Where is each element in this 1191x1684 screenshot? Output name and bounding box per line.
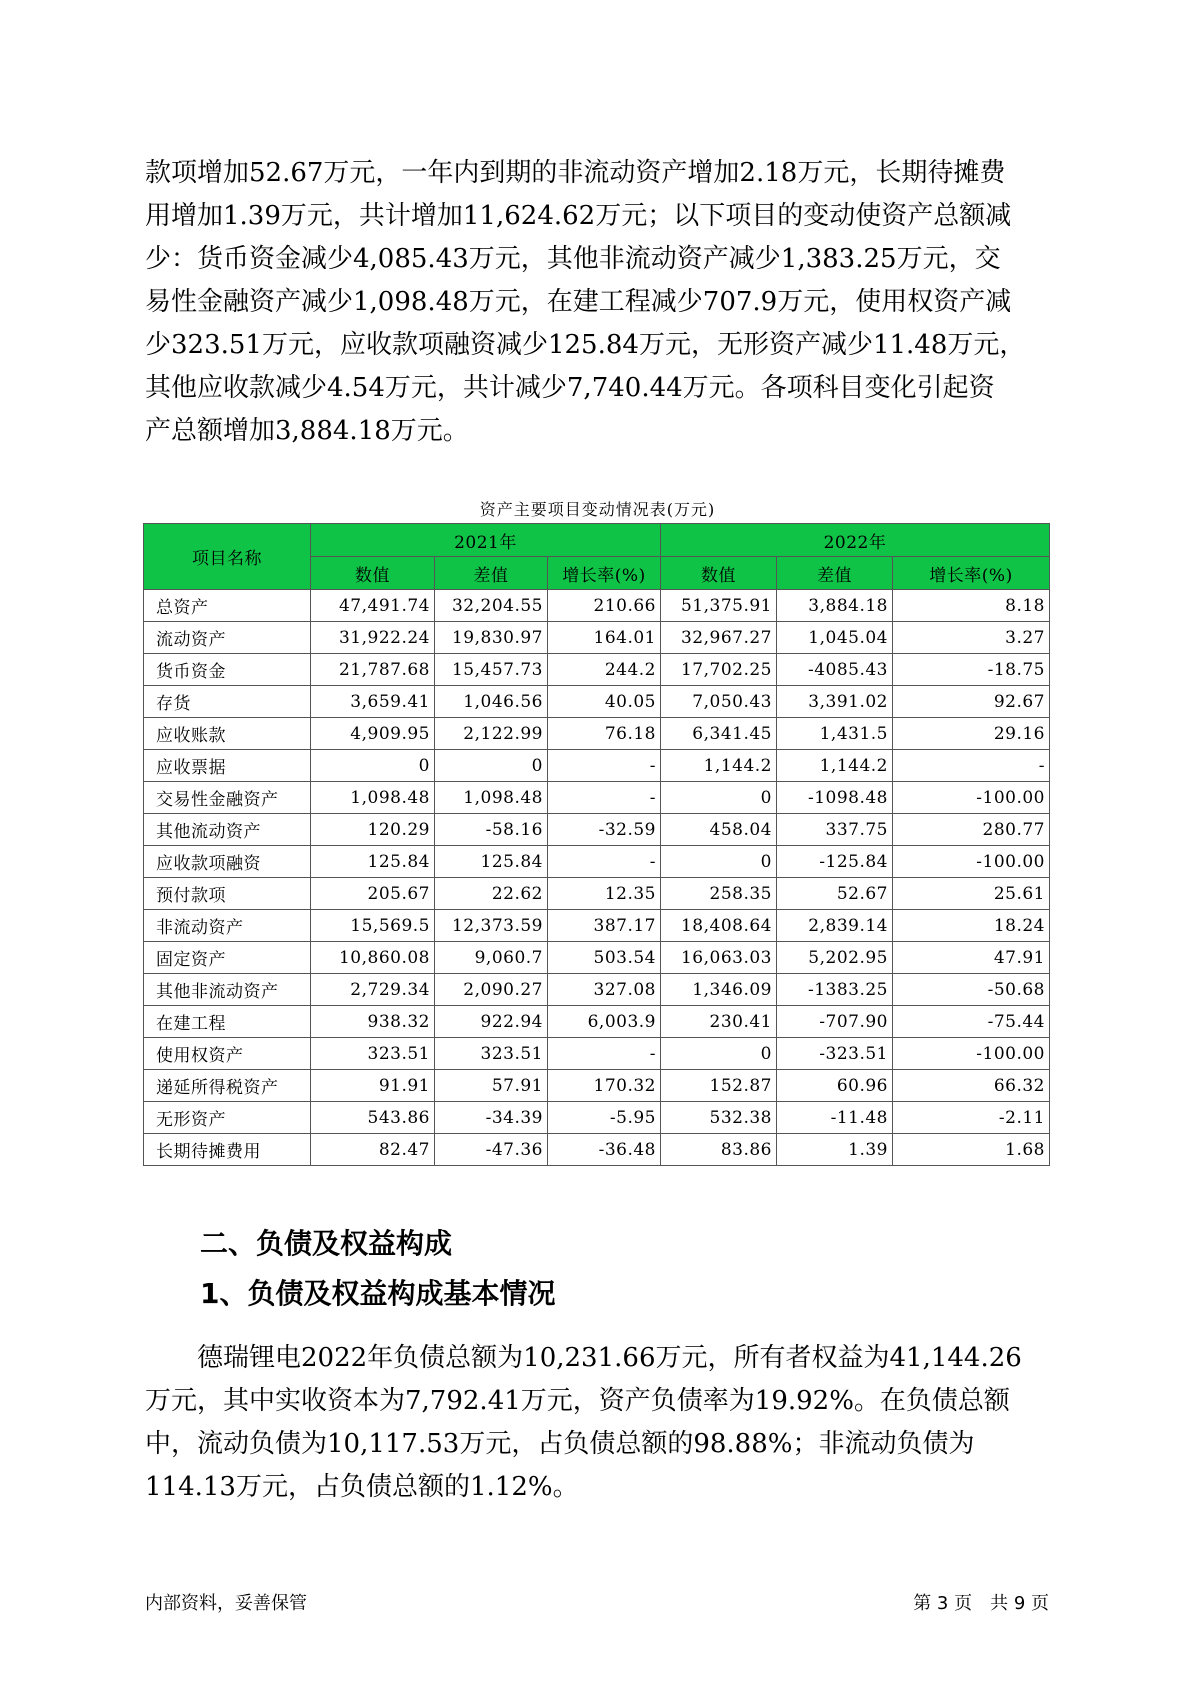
table-row	[144, 1038, 1050, 1070]
row-item-name: 使用权资产	[144, 1038, 311, 1070]
table-cell: 3,659.41	[311, 686, 435, 718]
table-cell: 120.29	[311, 814, 435, 846]
table-cell: -47.36	[435, 1134, 548, 1166]
table-cell: 1,045.04	[777, 622, 893, 654]
table-cell: 6,341.45	[661, 718, 777, 750]
table-row	[144, 942, 1050, 974]
table-cell: 9,060.7	[435, 942, 548, 974]
table-cell: 76.18	[548, 718, 661, 750]
column-sub-header: 差值	[777, 557, 893, 590]
table-cell: 164.01	[548, 622, 661, 654]
body-paragraph-liabilities	[145, 1337, 1050, 1509]
table-cell: -36.48	[548, 1134, 661, 1166]
table-cell: 2,729.34	[311, 974, 435, 1006]
table-cell: 1,431.5	[777, 718, 893, 750]
row-item-name: 应收账款	[144, 718, 311, 750]
table-cell: -58.16	[435, 814, 548, 846]
paragraph-line: 万元，其中实收资本为7,792.41万元，资产负债率为19.92%。在负债总额	[145, 1386, 1010, 1416]
table-cell: 32,967.27	[661, 622, 777, 654]
footer-page-number: 第 3 页 共 9 页	[913, 1593, 1049, 1614]
paragraph-line: 德瑞锂电2022年负债总额为10,231.66万元，所有者权益为41,144.26	[145, 1343, 1022, 1373]
table-cell: 15,569.5	[311, 910, 435, 942]
paragraph-line: 少：货币资金减少4,085.43万元，其他非流动资产减少1,383.25万元，交	[145, 244, 1001, 274]
table-cell: -18.75	[893, 654, 1050, 686]
table-cell: 60.96	[777, 1070, 893, 1102]
column-sub-header: 数值	[311, 557, 435, 590]
table-cell: -125.84	[777, 846, 893, 878]
table-cell: 66.32	[893, 1070, 1050, 1102]
table-cell: 1.39	[777, 1134, 893, 1166]
table-row	[144, 814, 1050, 846]
table-row	[144, 622, 1050, 654]
table-cell: 1,144.2	[661, 750, 777, 782]
table-body	[144, 590, 1050, 1166]
table-cell: 938.32	[311, 1006, 435, 1038]
table-cell: 3,884.18	[777, 590, 893, 622]
table-cell: 2,122.99	[435, 718, 548, 750]
table-cell: 4,909.95	[311, 718, 435, 750]
body-paragraph-assets-change	[145, 152, 1050, 453]
table-cell: 40.05	[548, 686, 661, 718]
sub-heading: 1、负债及权益构成基本情况	[200, 1277, 556, 1310]
table-cell: 327.08	[548, 974, 661, 1006]
row-item-name: 交易性金融资产	[144, 782, 311, 814]
table-cell: -	[548, 846, 661, 878]
column-sub-header: 增长率(%)	[548, 557, 661, 590]
table-cell: 3.27	[893, 622, 1050, 654]
table-cell: 6,003.9	[548, 1006, 661, 1038]
table-cell: 52.67	[777, 878, 893, 910]
table-cell: 1,098.48	[435, 782, 548, 814]
row-item-name: 在建工程	[144, 1006, 311, 1038]
table-row	[144, 590, 1050, 622]
table-cell: -1098.48	[777, 782, 893, 814]
table-cell: 258.35	[661, 878, 777, 910]
table-cell: -707.90	[777, 1006, 893, 1038]
row-item-name: 非流动资产	[144, 910, 311, 942]
table-cell: 18,408.64	[661, 910, 777, 942]
table-cell: -	[893, 750, 1050, 782]
table-cell: 458.04	[661, 814, 777, 846]
table-cell: 0	[311, 750, 435, 782]
table-cell: -2.11	[893, 1102, 1050, 1134]
table-cell: -	[548, 1038, 661, 1070]
row-item-name: 应收款项融资	[144, 846, 311, 878]
table-cell: -	[548, 782, 661, 814]
table-cell: 230.41	[661, 1006, 777, 1038]
table-cell: 15,457.73	[435, 654, 548, 686]
table-row	[144, 910, 1050, 942]
table-cell: 323.51	[435, 1038, 548, 1070]
table-cell: 8.18	[893, 590, 1050, 622]
column-sub-header: 增长率(%)	[893, 557, 1050, 590]
row-item-name: 货币资金	[144, 654, 311, 686]
table-cell: -50.68	[893, 974, 1050, 1006]
row-item-name: 应收票据	[144, 750, 311, 782]
table-cell: 47.91	[893, 942, 1050, 974]
table-row	[144, 782, 1050, 814]
column-header-year-2021: 2021年	[311, 524, 661, 557]
table-cell: 323.51	[311, 1038, 435, 1070]
table-cell: 31,922.24	[311, 622, 435, 654]
table-cell: 337.75	[777, 814, 893, 846]
table-row	[144, 686, 1050, 718]
table-cell: 29.16	[893, 718, 1050, 750]
table-cell: 0	[661, 1038, 777, 1070]
row-item-name: 存货	[144, 686, 311, 718]
table-cell: -100.00	[893, 846, 1050, 878]
table-cell: -323.51	[777, 1038, 893, 1070]
table-cell: 3,391.02	[777, 686, 893, 718]
table-cell: 25.61	[893, 878, 1050, 910]
table-cell: 125.84	[311, 846, 435, 878]
table-cell: 22.62	[435, 878, 548, 910]
table-cell: 2,839.14	[777, 910, 893, 942]
table-cell: 7,050.43	[661, 686, 777, 718]
row-item-name: 长期待摊费用	[144, 1134, 311, 1166]
table-cell: -5.95	[548, 1102, 661, 1134]
footer-confidential-note: 内部资料，妥善保管	[145, 1593, 307, 1614]
paragraph-line: 其他应收款减少4.54万元，共计减少7,740.44万元。各项科目变化引起资	[145, 373, 995, 403]
table-cell: 5,202.95	[777, 942, 893, 974]
table-cell: 0	[661, 782, 777, 814]
table-row	[144, 878, 1050, 910]
paragraph-line: 用增加1.39万元，共计增加11,624.62万元；以下项目的变动使资产总额减	[145, 201, 1012, 231]
table-cell: 387.17	[548, 910, 661, 942]
paragraph-line: 中，流动负债为10,117.53万元，占负债总额的98.88%；非流动负债为	[145, 1429, 975, 1459]
table-cell: 0	[435, 750, 548, 782]
paragraph-line: 少323.51万元，应收款项融资减少125.84万元，无形资产减少11.48万元，	[145, 330, 1026, 360]
paragraph-line: 款项增加52.67万元，一年内到期的非流动资产增加2.18万元，长期待摊费	[145, 158, 1006, 188]
table-cell: 21,787.68	[311, 654, 435, 686]
paragraph-line: 易性金融资产减少1,098.48万元，在建工程减少707.9万元，使用权资产减	[145, 287, 1012, 317]
table-cell: 18.24	[893, 910, 1050, 942]
table-cell: 922.94	[435, 1006, 548, 1038]
table-cell: -75.44	[893, 1006, 1050, 1038]
table-caption: 资产主要项目变动情况表(万元)	[479, 500, 716, 519]
table-cell: 47,491.74	[311, 590, 435, 622]
column-sub-header: 数值	[661, 557, 777, 590]
table-cell: 1,346.09	[661, 974, 777, 1006]
table-row	[144, 750, 1050, 782]
table-row	[144, 718, 1050, 750]
row-item-name: 固定资产	[144, 942, 311, 974]
column-header-year-2022: 2022年	[661, 524, 1050, 557]
table-cell: 16,063.03	[661, 942, 777, 974]
table-cell: 543.86	[311, 1102, 435, 1134]
table-cell: 91.91	[311, 1070, 435, 1102]
table-cell: -100.00	[893, 1038, 1050, 1070]
table-cell: -34.39	[435, 1102, 548, 1134]
table-cell: 125.84	[435, 846, 548, 878]
section-heading: 二、负债及权益构成	[200, 1227, 453, 1260]
column-sub-header: 差值	[435, 557, 548, 590]
table-cell: 17,702.25	[661, 654, 777, 686]
table-cell: 210.66	[548, 590, 661, 622]
table-cell: 532.38	[661, 1102, 777, 1134]
table-row	[144, 1102, 1050, 1134]
row-item-name: 递延所得税资产	[144, 1070, 311, 1102]
table-cell: 280.77	[893, 814, 1050, 846]
table-row	[144, 846, 1050, 878]
table-cell: 12,373.59	[435, 910, 548, 942]
table-cell: 0	[661, 846, 777, 878]
table-cell: 1,046.56	[435, 686, 548, 718]
table-cell: 10,860.08	[311, 942, 435, 974]
table-row	[144, 1070, 1050, 1102]
table-cell: 152.87	[661, 1070, 777, 1102]
row-item-name: 预付款项	[144, 878, 311, 910]
asset-change-table	[143, 523, 1050, 1166]
table-row	[144, 1006, 1050, 1038]
table-row	[144, 654, 1050, 686]
row-item-name: 无形资产	[144, 1102, 311, 1134]
table-cell: 51,375.91	[661, 590, 777, 622]
table-cell: 12.35	[548, 878, 661, 910]
table-row	[144, 974, 1050, 1006]
paragraph-line: 114.13万元，占负债总额的1.12%。	[145, 1472, 579, 1502]
paragraph-line: 产总额增加3,884.18万元。	[145, 416, 469, 446]
row-item-name: 流动资产	[144, 622, 311, 654]
table-cell: 1,098.48	[311, 782, 435, 814]
table-row	[144, 1134, 1050, 1166]
table-cell: 32,204.55	[435, 590, 548, 622]
row-item-name: 其他非流动资产	[144, 974, 311, 1006]
table-cell: -4085.43	[777, 654, 893, 686]
table-cell: 83.86	[661, 1134, 777, 1166]
table-cell: 1,144.2	[777, 750, 893, 782]
table-cell: 1.68	[893, 1134, 1050, 1166]
table-cell: 503.54	[548, 942, 661, 974]
column-header-item-name: 项目名称	[144, 524, 311, 590]
table-cell: -1383.25	[777, 974, 893, 1006]
table-cell: -100.00	[893, 782, 1050, 814]
table-cell: -	[548, 750, 661, 782]
table-cell: 205.67	[311, 878, 435, 910]
row-item-name: 总资产	[144, 590, 311, 622]
table-cell: 82.47	[311, 1134, 435, 1166]
table-cell: 57.91	[435, 1070, 548, 1102]
table-cell: 170.32	[548, 1070, 661, 1102]
table-cell: 92.67	[893, 686, 1050, 718]
row-item-name: 其他流动资产	[144, 814, 311, 846]
table-cell: 244.2	[548, 654, 661, 686]
table-cell: -11.48	[777, 1102, 893, 1134]
table-cell: 2,090.27	[435, 974, 548, 1006]
table-cell: -32.59	[548, 814, 661, 846]
table-cell: 19,830.97	[435, 622, 548, 654]
